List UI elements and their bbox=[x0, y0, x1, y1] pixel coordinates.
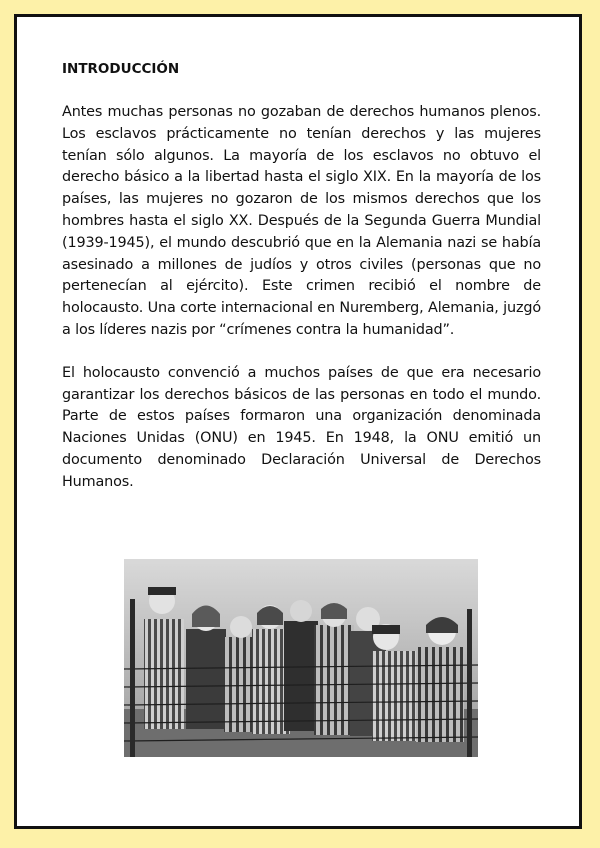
document-content bbox=[62, 58, 541, 515]
historical-photo bbox=[124, 559, 478, 757]
paragraph-2: El holocausto convenció a muchos países de que era necesario garantizar los derechos básicos de las personas en todo el mundo. Parte de estos países formaron una organización denominada Naciones Unidas (ONU) en 1945. En 1948, la ONU emitió un documento denominado Declaración Universal de Derechos Humanos. bbox=[62, 364, 541, 490]
document-page bbox=[14, 14, 582, 829]
paragraph-1: Antes muchas personas no gozaban de derechos humanos plenos. Los esclavos prácticamente no tenían derechos y las mujeres tenían sólo algunos. La mayoría de los esclavos no obtuvo el derecho básico a la libertad hasta el siglo XIX. En la mayoría de los países, las mujeres no gozaron de los mismos derechos que los hombres hasta el siglo XX. Después de la Segunda Guerra Mundial (1939-1945), el mundo descubrió que en la Alemania nazi se había asesinado a millones de judíos y otros civiles (personas que no pertenecían al ejército). Este crimen recibió el nombre de holocausto. Una corte internacional en Nuremberg, Alemania, juzgó a los líderes nazis por “crímenes contra la humanidad”. bbox=[62, 104, 541, 338]
document-title: INTRODUCCIÓN bbox=[62, 61, 180, 77]
